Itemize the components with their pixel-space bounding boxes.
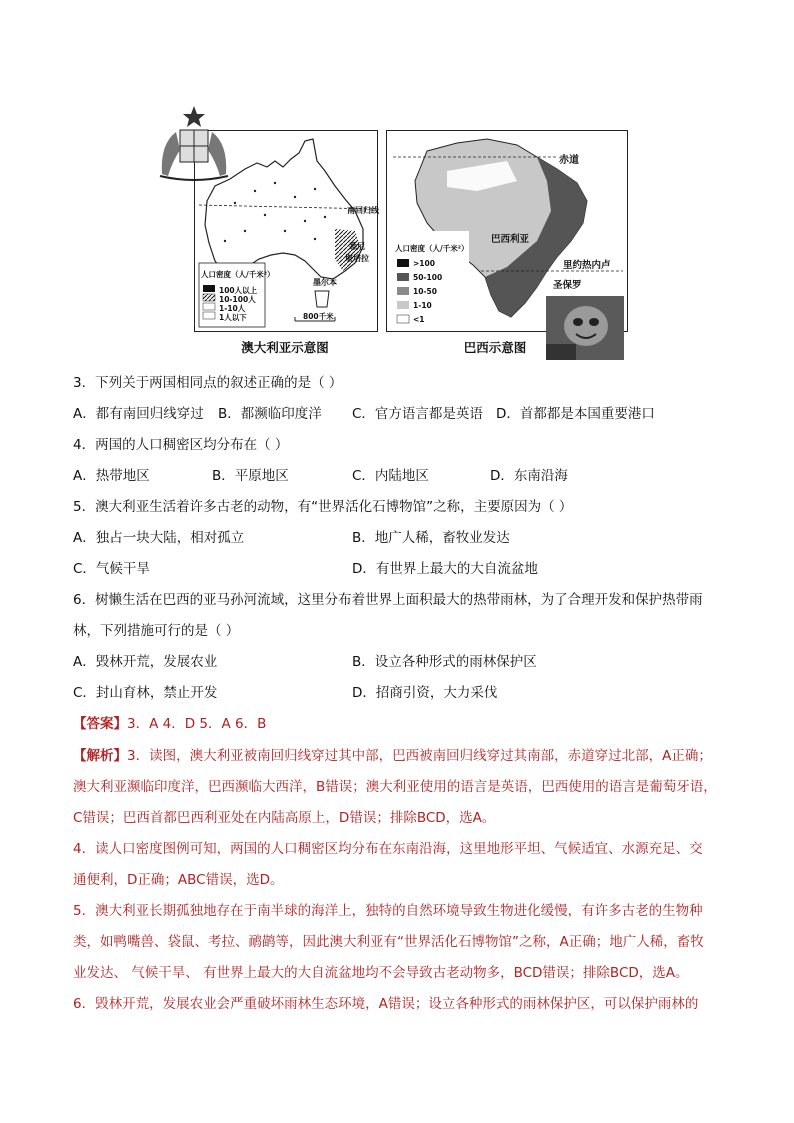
analysis-line-5: 通便利，D正确；ABC错误，选D。 [73,872,284,888]
answer-text: 3．A 4．D 5．A 6．B [127,716,267,732]
au-legend-4: 1人以下 [219,313,247,322]
q3-option-b: B．都濒临印度洋 [218,406,322,422]
q5-option-d: D．有世界上最大的大自流盆地 [352,561,538,577]
q6-option-b: B．设立各种形式的雨林保护区 [352,654,537,670]
analysis-line-6: 5．澳大利亚长期孤独地存在于南半球的海洋上，独特的自然环境导致生物进化缓慢，有许多古老的生物种 [73,903,703,919]
question-6-stem: 6．树懒生活在巴西的亚马孙河流域，这里分布着世界上面积最大的热带雨林，为了合理开发和保护热带雨 [73,592,703,608]
au-legend-1: 100人以上 [219,286,258,295]
canberra-label: 堪培拉 [345,254,369,263]
equator-label: 赤道 [559,155,579,166]
br-legend-title: 人口密度（人/千米²） [395,244,469,253]
q3-option-a: A．都有南回归线穿过 [73,406,204,422]
q5-option-a: A．独占一块大陆，相对孤立 [73,530,245,546]
br-legend-2: 50-100 [413,273,443,282]
q4-option-d: D．东南沿海 [490,468,568,484]
analysis-line-3: C错误；巴西首都巴西利亚处在内陆高原上，D错误；排除BCD，选A。 [73,810,496,826]
analysis-line-1 [73,747,723,765]
analysis-tag: 【解析】 [73,748,127,764]
analysis-line-4: 4．读人口密度图例可知，两国的人口稠密区均分布在东南沿海，这里地形平坦、气候适宜、水源充足、交 [73,841,703,857]
au-legend-2: 10-100人 [219,295,256,304]
brazil-caption: 巴西示意图 [463,340,527,355]
coat-of-arms-icon [154,104,234,184]
sydney-label: 悉尼 [349,242,365,251]
question-3-stem: 3．下列关于两国相同点的叙述正确的是（ ） [73,375,343,391]
q6-option-d: D．招商引资，大力采伐 [352,685,498,701]
br-legend-1: >100 [413,259,435,268]
q3-option-c: C．官方语言都是英语 [352,406,483,422]
analysis-line-8: 业发达、 气候干旱、 有世界上最大的大自流盆地均不会导致古老动物多，BCD错误；排除BCD，选A。 [73,965,689,981]
question-4-stem: 4．两国的人口稠密区均分布在（ ） [73,437,289,453]
question-5-stem: 5．澳大利亚生活着许多古老的动物，有“世界活化石博物馆”之称，主要原因为（ ） [73,499,573,515]
q4-option-c: C．内陆地区 [352,468,429,484]
q3-option-d: D．首都都是本国重要港口 [496,406,655,422]
tropic-label: 南回归线 [347,206,379,215]
analysis-line-9: 6．毁林开荒，发展农业会严重破坏雨林生态环境，A错误；设立各种形式的雨林保护区，可以保护雨林的 [73,996,699,1012]
q4-option-b: B．平原地区 [212,468,289,484]
analysis-line-7: 类，如鸭嘴兽、袋鼠、考拉、鸸鹋等，因此澳大利亚有“世界活化石博物馆”之称，A正确；地广人稀，畜牧 [73,934,704,950]
au-legend-title: 人口密度（人/千米²） [201,270,275,279]
analysis-line-2: 澳大利亚濒临印度洋，巴西濒临大西洋，B错误；澳大利亚使用的语言是英语，巴西使用的语言是葡萄牙语， [73,779,717,795]
q5-option-c: C．气候干旱 [73,561,150,577]
br-legend-4: 1-10 [413,301,432,310]
q4-option-a: A．热带地区 [73,468,150,484]
answer-line [73,715,266,733]
au-legend-3: 1-10人 [219,304,246,313]
q5-option-b: B．地广人稀，畜牧业发达 [352,530,510,546]
rio-label: 里约热内卢 [563,260,611,271]
saopaulo-label: 圣保罗 [553,280,582,291]
answer-tag: 【答案】 [73,716,127,732]
q6-option-c: C．封山育林，禁止开发 [73,685,218,701]
analysis-text: 3．读图，澳大利亚被南回归线穿过其中部，巴西被南回归线穿过其南部，赤道穿过北部，A正确； [127,748,712,764]
melbourne-label: 墨尔本 [313,278,337,287]
br-legend-5: <1 [413,315,425,324]
q6-option-a: A．毁林开荒，发展农业 [73,654,218,670]
scale-label: 800千米 [303,312,334,321]
australia-caption: 澳大利亚示意图 [241,340,329,355]
question-6-stem-cont: 林，下列措施可行的是（ ） [73,623,240,639]
brasilia-label: 巴西利亚 [491,234,530,245]
br-legend-3: 10-50 [413,287,437,296]
